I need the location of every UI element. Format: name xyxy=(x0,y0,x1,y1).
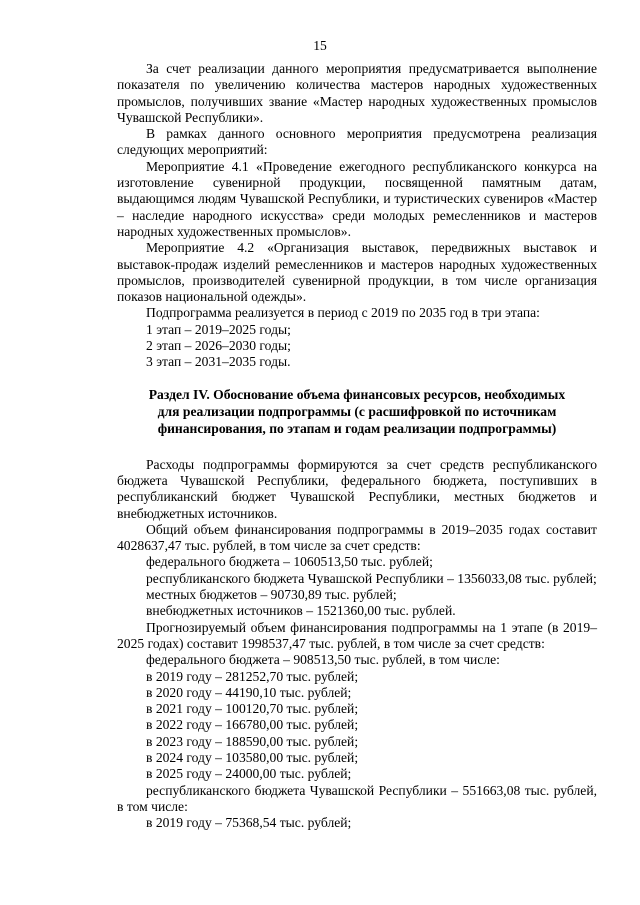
stage-line: 1 этап – 2019–2025 годы; xyxy=(146,321,291,337)
section-heading-line: финансирования, по этапам и годам реализации подпрограммы) xyxy=(157,420,557,436)
source-line: федерального бюджета – 1060513,50 тыс. рублей; xyxy=(146,554,433,570)
paragraph: За счет реализации данного мероприятия предусматривается выполнение показателя по увеличению количества мастеров народных художественных промыслов, получивших звание «Мастер народных художественных промыслов Чувашской Республики». xyxy=(117,61,597,125)
year-line: в 2019 году – 281252,70 тыс. рублей; xyxy=(146,668,359,684)
paragraph: Мероприятие 4.2 «Организация выставок, передвижных выставок и выставок-продаж изделий ремесленников и мастеров народных художественных промыслов, производителей сувенирной продукции, в том числе организация показов национальной одежды». xyxy=(117,240,597,305)
source-line: республиканского бюджета Чувашской Республики – 1356033,08 тыс. рублей; xyxy=(146,570,597,586)
year-line: в 2021 году – 100120,70 тыс. рублей; xyxy=(146,701,359,717)
stage-line: 2 этап – 2026–2030 годы; xyxy=(146,338,291,354)
section-heading-line: Раздел IV. Обоснование объема финансовых ресурсов, необходимых xyxy=(148,386,566,402)
paragraph: Мероприятие 4.1 «Проведение ежегодного республиканского конкурса на изготовление сувенирной продукции, посвященной памятным датам, выдающимся людям Чувашской Республики, и туристических сувениров «Мастер – наследие народного искусства» среди молодых ремесленников и мастеров народных художественных промыслов». xyxy=(117,158,597,239)
year-line: в 2025 году – 24000,00 тыс. рублей; xyxy=(146,766,352,782)
paragraph: Общий объем финансирования подпрограммы в 2019–2035 годах составит 4028637,47 тыс. рублей, в том числе за счет средств: xyxy=(117,521,597,554)
paragraph: Расходы подпрограммы формируются за счет средств республиканского бюджета Чувашской Республики, федерального бюджета, поступивших в республиканский бюджет Чувашской Республики, местных бюджетов и внебюджетных источников. xyxy=(117,456,597,521)
stage-line: 3 этап – 2031–2035 годы. xyxy=(146,354,291,370)
document-body xyxy=(117,61,597,831)
section-heading xyxy=(117,386,597,437)
source-line: внебюджетных источников – 1521360,00 тыс. рублей. xyxy=(146,603,456,619)
paragraph: В рамках данного основного мероприятия предусмотрена реализация следующих мероприятий: xyxy=(117,126,597,158)
page-number: 15 xyxy=(313,38,327,53)
year-line: в 2019 году – 75368,54 тыс. рублей; xyxy=(146,815,352,831)
paragraph: Подпрограмма реализуется в период с 2019 по 2035 год в три этапа: xyxy=(146,305,540,321)
paragraph: Прогнозируемый объем финансирования подпрограммы на 1 этапе (в 2019–2025 годах) составит 1998537,47 тыс. рублей, в том числе за счет средств: xyxy=(117,619,597,651)
year-line: в 2022 году – 166780,00 тыс. рублей; xyxy=(146,717,359,733)
year-line: в 2020 году – 44190,10 тыс. рублей; xyxy=(146,684,352,700)
year-line: в 2023 году – 188590,00 тыс. рублей; xyxy=(146,733,359,749)
year-line: в 2024 году – 103580,00 тыс. рублей; xyxy=(146,749,359,765)
source-line: республиканского бюджета Чувашской Республики – 551663,08 тыс. рублей, в том числе: xyxy=(117,782,597,814)
section-heading-line: для реализации подпрограммы (с расшифровкой по источникам xyxy=(157,403,557,419)
source-line: федерального бюджета – 908513,50 тыс. рублей, в том числе: xyxy=(146,652,500,668)
source-line: местных бюджетов – 90730,89 тыс. рублей; xyxy=(146,587,397,603)
